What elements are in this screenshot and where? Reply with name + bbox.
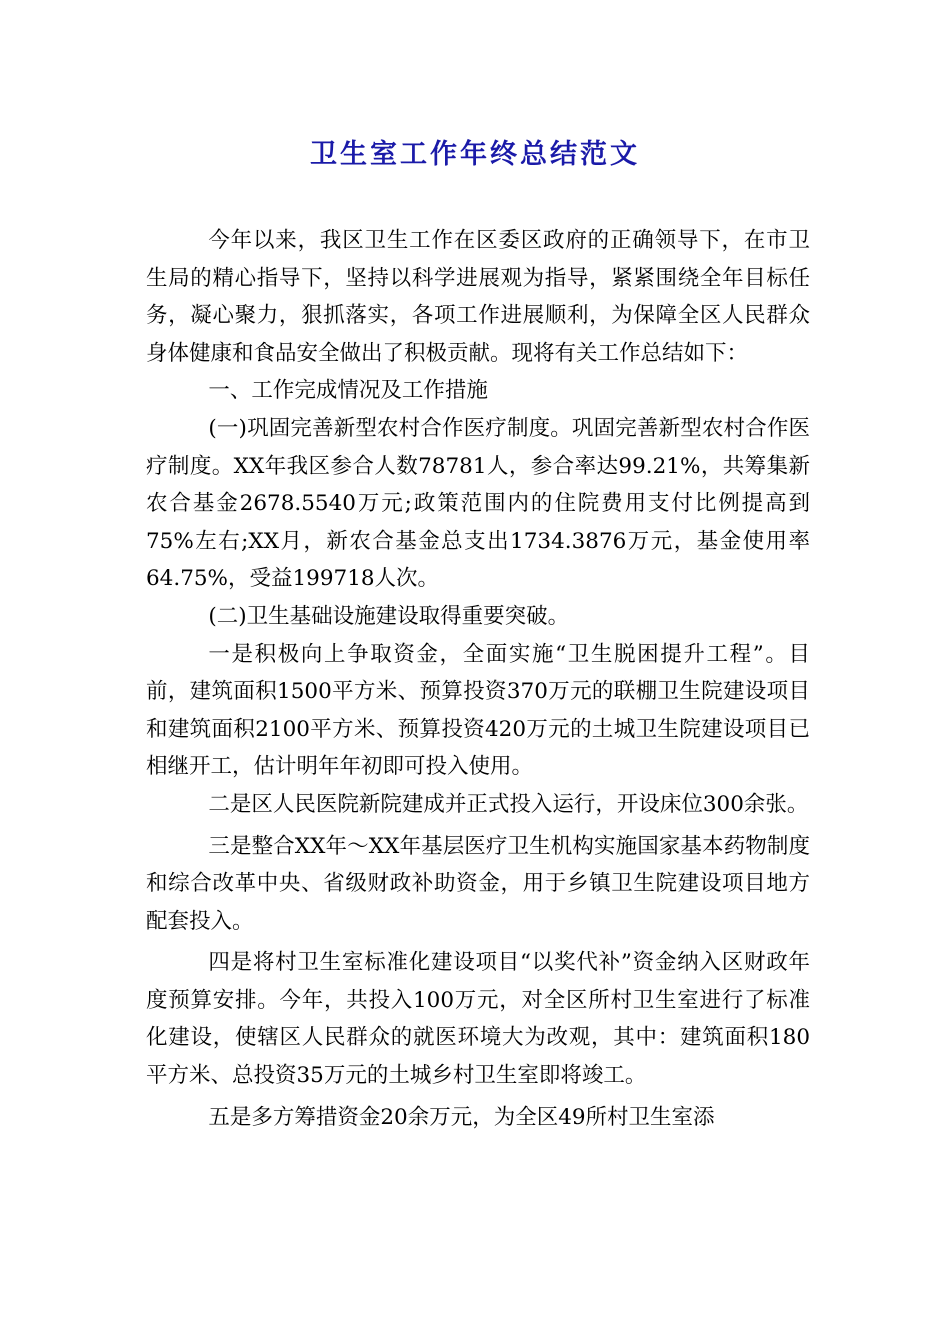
- paragraph-point-2: 二是区人民医院新院建成并正式投入运行，开设床位300余张。: [208, 791, 809, 817]
- document-title: 卫生室工作年终总结范文: [310, 139, 640, 170]
- paragraph-point-4: 四是将村卫生室标准化建设项目“以奖代补”资金纳入区财政年度预算安排。今年，共投入100万元，对全区所村卫生室进行了标准化建设，使辖区人民群众的就医环境大为改观，其中：建筑面积180平方米、总投资35万元的土城乡村卫生室即将竣工。: [146, 950, 810, 1089]
- document-body: [146, 222, 810, 1136]
- paragraph-item-1: (一)巩固完善新型农村合作医疗制度。巩固完善新型农村合作医疗制度。XX年我区参合人数78781人，参合率达99.21%，共筹集新农合基金2678.5540万元;政策范围内的住院费用支付比例提高到75%左右;XX月，新农合基金总支出1734.3876万元，基金使用率64.75%，受益199718人次。: [146, 415, 810, 592]
- paragraph-item-2: (二)卫生基础设施建设取得重要突破。: [208, 603, 570, 629]
- paragraph-point-3: 三是整合XX年～XX年基层医疗卫生机构实施国家基本药物制度和综合改革中央、省级财政补助资金，用于乡镇卫生院建设项目地方配套投入。: [146, 833, 810, 934]
- paragraph-section-heading: 一、工作完成情况及工作措施: [208, 378, 488, 404]
- paragraph-point-1: 一是积极向上争取资金，全面实施“卫生脱困提升工程”。目前，建筑面积1500平方米、预算投资370万元的联棚卫生院建设项目和建筑面积2100平方米、预算投资420万元的土城卫生院建设项目已相继开工，估计明年年初即可投入使用。: [146, 641, 810, 780]
- paragraph-point-5: 五是多方筹措资金20余万元，为全区49所村卫生室添: [208, 1104, 715, 1130]
- paragraph-intro: 今年以来，我区卫生工作在区委区政府的正确领导下，在市卫生局的精心指导下，坚持以科学进展观为指导，紧紧围绕全年目标任务，凝心聚力，狠抓落实，各项工作进展顺利，为保障全区人民群众身体健康和食品安全做出了积极贡献。现将有关工作总结如下：: [146, 228, 810, 366]
